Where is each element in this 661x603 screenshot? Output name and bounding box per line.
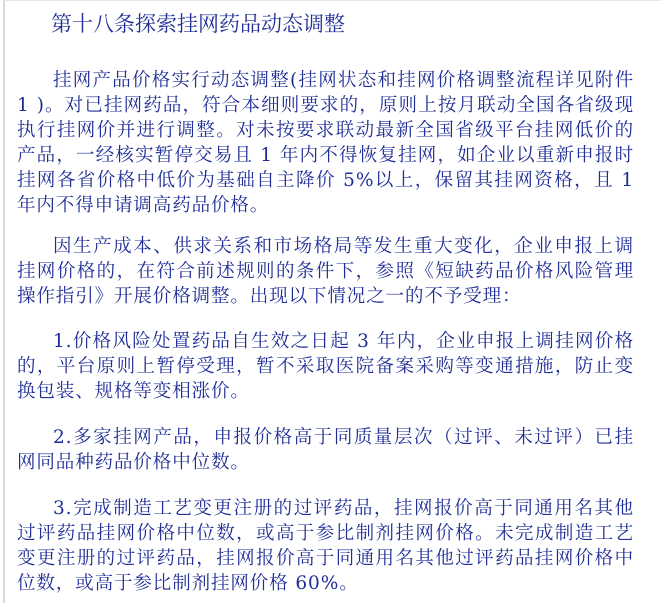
paragraph-dynamic-adjustment: 挂网产品价格实行动态调整(挂网状态和挂网价格调整流程详见附件 1 )。对已挂网药品，符合本细则要求的，原则上按月联动全国各省级现执行挂网价并进行调整。对未按要求联动最新全国省级平台挂网低价的产品，一经核实暂停交易且 1 年内不得恢复挂网，如企业以重新申报时挂网各省价格中低价为基础自主降价 5%以上，保留其挂网资格，且 1 年内不得申请调高药品价格。 bbox=[17, 70, 634, 216]
paragraph-item-3: 3.完成制造工艺变更注册的过评药品，挂网报价高于同通用名其他过评药品挂网价格中位数，或高于参比制剂挂网价格。未完成制造工艺变更注册的过评药品，挂网报价高于同通用名其他过评药品挂网价格中位数，或高于参比制剂挂网价格 60%。 bbox=[17, 498, 634, 594]
article-title: 第十八条探索挂网药品动态调整 bbox=[51, 12, 345, 36]
paragraph-price-increase-conditions: 因生产成本、供求关系和市场格局等发生重大变化，企业申报上调挂网价格的，在符合前述规则的条件下，参照《短缺药品价格风险管理操作指引》开展价格调整。出现以下情况之一的不予受理： bbox=[17, 236, 634, 307]
page-left-border bbox=[3, 0, 5, 603]
paragraph-item-1: 1.价格风险处置药品自生效之日起 3 年内，企业申报上调挂网价格的，平台原则上暂停受理，暂不采取医院备案采购等变通措施，防止变换包装、规格等变相涨价。 bbox=[17, 331, 634, 402]
paragraph-item-2: 2.多家挂网产品，申报价格高于同质量层次（过评、未过评）已挂网同品种药品价格中位数。 bbox=[17, 427, 634, 473]
page-top-border bbox=[3, 0, 661, 1]
